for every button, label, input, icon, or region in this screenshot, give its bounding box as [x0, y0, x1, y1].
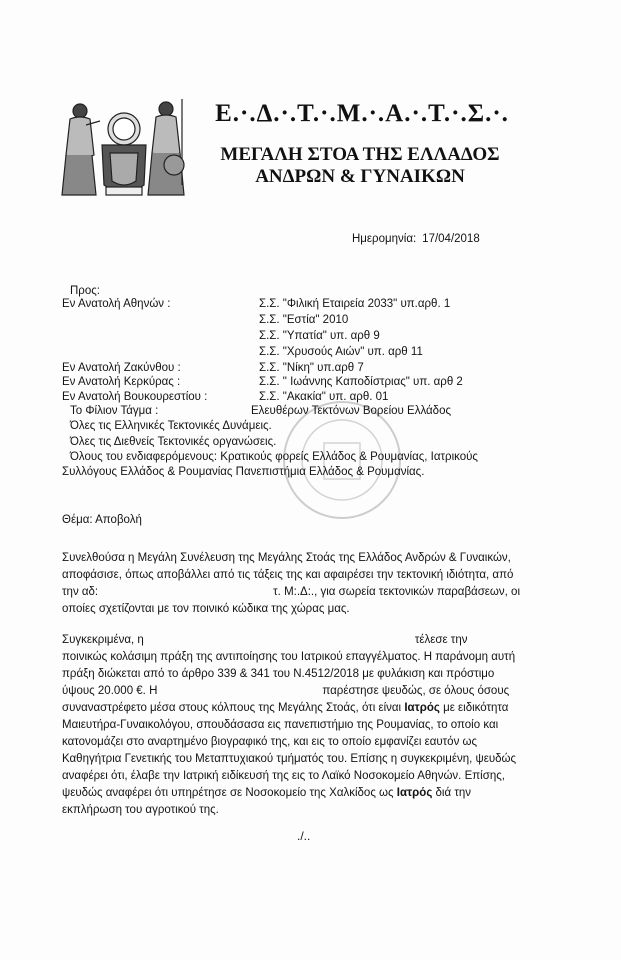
bold-term: Ιατρός	[404, 702, 440, 714]
recipients-label: Προς:	[70, 285, 100, 297]
text-segment: τ. Μ:.Δ:., για σωρεία τεκτονικών παραβάσεων, οι	[273, 586, 520, 598]
bucharest-label: Εν Ανατολή Βουκουρεστίου :	[62, 391, 208, 403]
text-segment: την αδ:	[62, 586, 99, 598]
grand-lodge-emblem	[56, 95, 192, 201]
paragraph-line	[62, 632, 532, 649]
paragraph-line	[62, 785, 532, 802]
paragraph-line	[62, 700, 532, 717]
paragraph-line: ποινικώς κολάσιμη πράξη της αντιποίησης του Ιατρικού επαγγέλματος. Η παράνομη αυτή	[62, 651, 516, 663]
paragraph-line: αναφέρει ότι, έλαβε την Ιατρική ειδίκευσή της εις το Λαϊκό Νοσοκομείο Αθηνών. Επίσης,	[62, 770, 505, 782]
organization-subtitle	[200, 144, 520, 188]
intl-orgs-line: Όλες τις Διεθνείς Τεκτονικές οργανώσεις.	[70, 436, 277, 448]
athens-lodge-3: Σ.Σ. "Υπατία" υπ. αρθ 9	[259, 330, 380, 342]
greek-powers-line: Όλες τις Ελληνικές Τεκτονικές Δυνάμεις.	[70, 420, 272, 432]
body-paragraph-2	[62, 632, 532, 819]
organization-title: Ε.·.Δ.·.Τ.·.Μ.·.Α.·.Τ.·.Σ.·.	[215, 100, 509, 127]
text-segment: Συγκεκριμένα, η	[62, 634, 144, 646]
subtitle-line-2: ΑΝΔΡΩΝ & ΓΥΝΑΙΚΩΝ	[255, 166, 465, 187]
paragraph-line: αποφάσισε, όπως αποβάλλει από τις τάξεις της και αφαιρέσει την τεκτονική ιδιότητα, από	[62, 569, 514, 581]
paragraph-line	[62, 584, 532, 601]
subject-label: Θέμα: Αποβολή	[62, 514, 142, 526]
zakynthos-label: Εν Ανατολή Ζακύνθου :	[62, 362, 181, 374]
date-label: Ημερομηνία:	[352, 233, 417, 245]
paragraph-line: Καθηγήτρια Γενετικής του Μεταπτυχιακού τμήματός του. Επίσης η συγκεκριμένη, ψευδώς	[62, 753, 517, 765]
paragraph-line: Συνελθούσα η Μεγάλη Συνέλευση της Μεγάλης Στοάς της Ελλάδος Ανδρών & Γυναικών,	[62, 552, 511, 564]
text-segment: διά την	[435, 787, 472, 799]
text-segment: ύψους 20.000 €. Η	[62, 685, 158, 697]
paragraph-line: Μαιευτήρα-Γυναικολόγου, σπουδάσασα εις πανεπιστήμιο της Ρουμανίας, το οποίο και	[62, 719, 499, 731]
athens-lodge-1: Σ.Σ. "Φιλική Εταιρεία 2033" υπ.αρθ. 1	[259, 298, 451, 310]
document-date	[352, 233, 480, 245]
interested-line-1: Όλους του ενδιαφερόμενους: Κρατικούς φορείς Ελλάδος & Ρουμανίας, Ιατρικούς	[70, 451, 478, 463]
athens-lodge-2: Σ.Σ. "Εστία" 2010	[259, 314, 349, 326]
paragraph-line: εκπλήρωση του αγροτικού της.	[62, 804, 219, 816]
text-segment: με ειδικότητα	[443, 702, 509, 714]
paragraph-line	[62, 683, 532, 700]
date-value: 17/04/2018	[422, 233, 480, 245]
interested-line-2: Συλλόγους Ελλάδος & Ρουμανίας Πανεπιστήμια Ελλάδος & Ρουμανίας.	[62, 466, 425, 478]
text-segment: ψευδώς αναφέρει ότι υπηρέτησε σε Νοσοκομείο της Χαλκίδος ως	[62, 787, 394, 799]
paragraph-line: κατονομάζει στο αναρτημένο βιογραφικό της, και εις το οποίο εμφανίζει εαυτόν ως	[62, 736, 478, 748]
tagma-label: Το Φίλιον Τάγμα :	[70, 405, 159, 417]
paragraph-line: οποίες σχετίζονται με τον ποινικό κώδικα της χώρας μας.	[62, 603, 350, 615]
text-segment: παρέστησε ψευδώς, σε όλους όσους	[322, 685, 510, 697]
text-segment: συναναστρέφετο μέσα στους κόλπους της Μεγάλης Στοάς, ότι είναι	[62, 702, 402, 714]
paragraph-line: πράξη διώκεται από το άρθρο 339 & 341 του Ν.4512/2018 με φυλάκιση και πρόστιμο	[62, 668, 495, 680]
body-paragraph-1	[62, 550, 532, 618]
text-segment: τέλεσε την	[414, 634, 468, 646]
athens-lodge-4: Σ.Σ. "Χρυσούς Αιών" υπ. αρθ 11	[259, 346, 423, 358]
zakynthos-lodge: Σ.Σ. "Νίκη" υπ.αρθ 7	[259, 362, 364, 374]
bold-term: Ιατρός	[396, 787, 433, 799]
bucharest-lodge: Σ.Σ. "Ακακία" υπ. αρθ. 01	[259, 391, 389, 403]
kerkyra-lodge: Σ.Σ. " Ιωάννης Καποδίστριας" υπ. αρθ 2	[259, 376, 463, 388]
tagma-value: Ελευθέρων Τεκτόνων Βορείου Ελλάδος	[251, 405, 452, 417]
kerkyra-label: Εν Ανατολή Κερκύρας :	[62, 376, 181, 388]
continuation-mark: ./..	[297, 829, 311, 843]
athens-label: Εν Ανατολή Αθηνών :	[62, 298, 171, 310]
subtitle-line-1: ΜΕΓΑΛΗ ΣΤΟΑ ΤΗΣ ΕΛΛΑΔΟΣ	[220, 144, 500, 165]
